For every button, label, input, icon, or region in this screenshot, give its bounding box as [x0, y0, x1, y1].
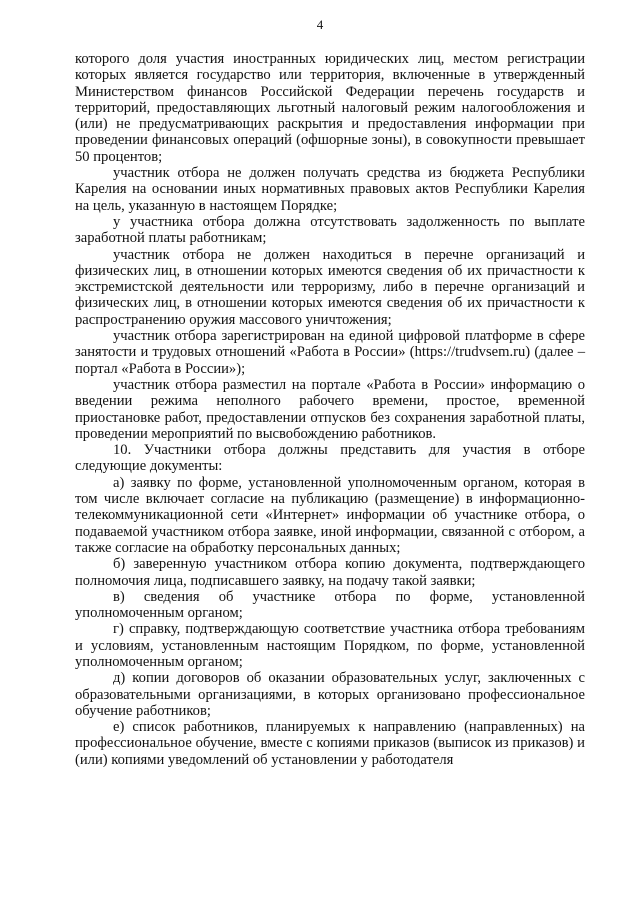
paragraph-item-e: е) список работников, планируемых к направлению (направленных) на профессиональное обучение, вместе с копиями приказов (выписок из приказов) и (или) копиями уведомлений об установлении у работодателя: [75, 719, 585, 768]
paragraph-item-a: а) заявку по форме, установленной уполномоченным органом, которая в том числе включает согласие на публикацию (размещение) в информационно-телекоммуникационной сети «Интернет» информации об участнике отбора, о подаваемой участником отбора заявке, иной информации, связанной с отбором, а также согласие на обработку персональных данных;: [75, 474, 585, 556]
paragraph-item-d: д) копии договоров об оказании образовательных услуг, заключенных с образовательными организациями, в которых организовано профессиональное обучение работников;: [75, 670, 585, 719]
paragraph-item-10: 10. Участники отбора должны представить для участия в отборе следующие документы:: [75, 442, 585, 475]
page-number: 4: [316, 17, 324, 32]
paragraph-portal-information: участник отбора разместил на портале «Работа в России» информацию о введении режима неполного рабочего времени, простое, временной приостановке работ, предоставлении отпусков без сохранения заработной платы, проведении мероприятий по высвобождению работников.: [75, 376, 585, 442]
paragraph-item-v: в) сведения об участнике отбора по форме, установленной уполномоченным органом;: [75, 588, 585, 622]
paragraph-continuation-offshore: которого доля участия иностранных юридических лиц, местом регистрации которых является государство или территория, включенные в утвержденный Министерством финансов Российской Федерации перечень государств и территорий, предоставляющих льготный налоговый режим налогообложения и (или) не предусматривающих раскрытия и предоставления информации при проведении финансовых операций (офшорные зоны), в совокупности превышает 50 процентов;: [75, 51, 585, 165]
paragraph-portal-registration: участник отбора зарегистрирован на единой цифровой платформе в сфере занятости и трудовых отношений «Работа в России» (https://trudvsem.ru) (далее – портал «Работа в России»);: [75, 328, 585, 377]
document-body: [75, 51, 585, 768]
paragraph-item-g: г) справку, подтверждающую соответствие участника отбора требованиям и условиям, установленным настоящим Порядком, по форме, установленной уполномоченным органом;: [75, 621, 585, 670]
paragraph-budget-funds: участник отбора не должен получать средства из бюджета Республики Карелия на основании иных нормативных правовых актов Республики Карелия на цель, указанную в настоящем Порядке;: [75, 165, 585, 214]
paragraph-item-b: б) заверенную участником отбора копию документа, подтверждающего полномочия лица, подписавшего заявку, на подачу такой заявки;: [75, 556, 585, 589]
paragraph-wage-arrears: у участника отбора должна отсутствовать задолженность по выплате заработной платы работникам;: [75, 213, 585, 247]
paragraph-extremism-list: участник отбора не должен находиться в перечне организаций и физических лиц, в отношении которых имеются сведения об их причастности к экстремистской деятельности или терроризму, либо в перечне организаций и физических лиц, в отношении которых имеются сведения об их причастности к распространению оружия массового уничтожения;: [75, 246, 585, 328]
